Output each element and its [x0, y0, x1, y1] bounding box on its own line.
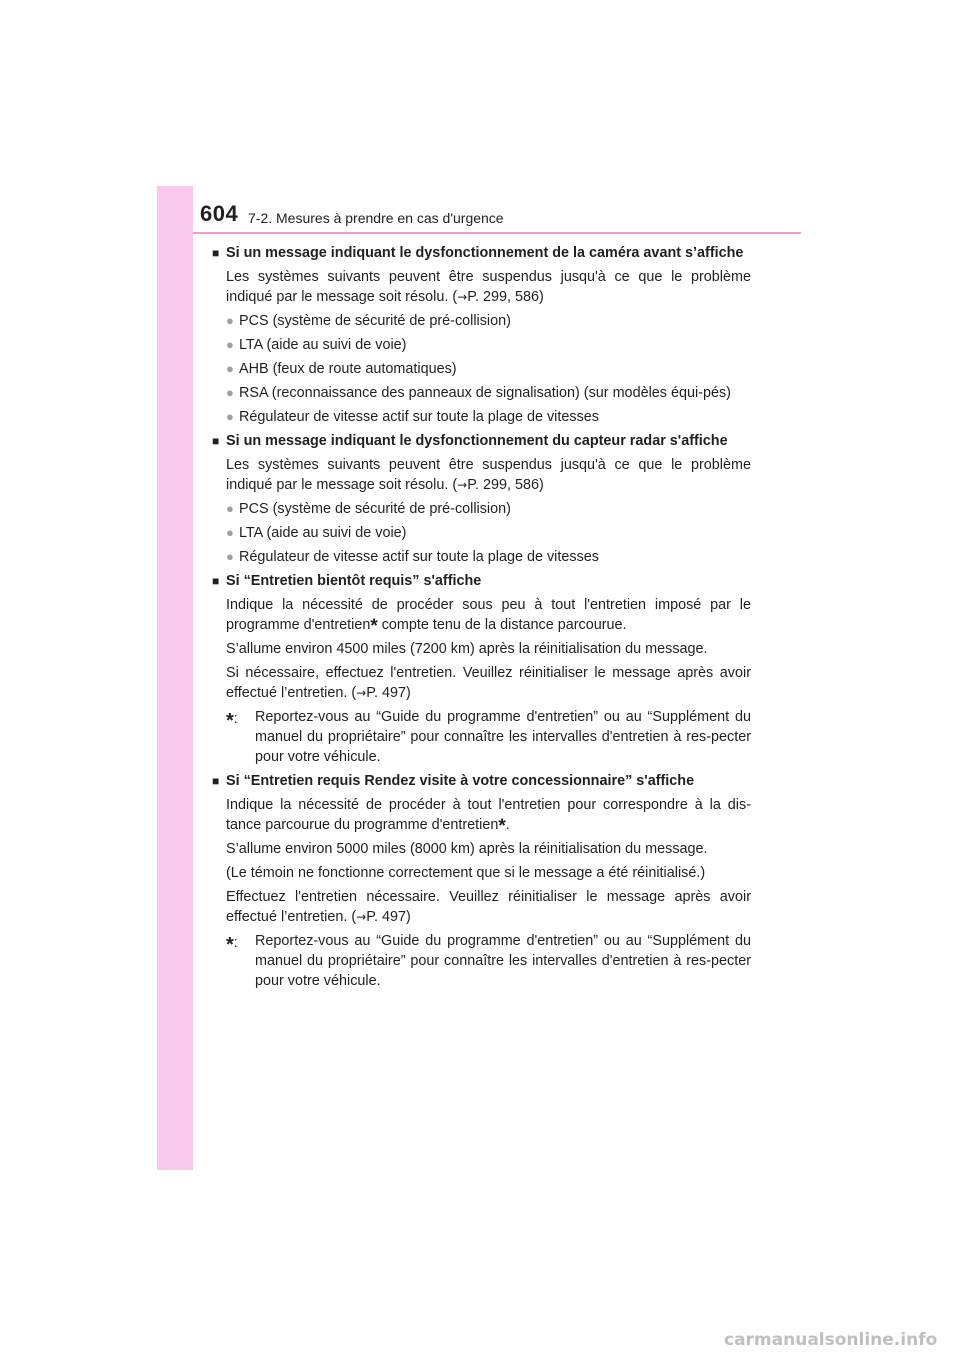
footnote-marker: *	[226, 934, 234, 956]
watermark: carmanualsonline.info	[724, 1330, 938, 1350]
arrow-icon: →	[457, 290, 468, 304]
paragraph: Les systèmes suivants peuvent être suspendus jusqu'à ce que le problème indiqué par le message soit résolu. (→P. 299, 586)	[226, 269, 751, 305]
bullet-icon: ●	[226, 361, 234, 376]
page-number: 604	[200, 201, 239, 226]
arrow-icon: →	[457, 478, 468, 492]
footnote-marker: *	[498, 816, 506, 837]
bullet-icon: ●	[226, 337, 234, 352]
paragraph: Indique la nécessité de procéder à tout l'entretien pour correspondre à la dis-tance parcourue du programme d'entretien*.	[226, 797, 751, 837]
paragraph: Effectuez l'entretien nécessaire. Veuillez réinitialiser le message après avoir effectué l’entretien. (→P. 497)	[226, 889, 751, 925]
bullet-icon: ●	[226, 409, 234, 424]
arrow-icon: →	[356, 686, 367, 700]
list-item: ● Régulateur de vitesse actif sur toute la plage de vitesses	[226, 549, 599, 565]
footnote-marker: *	[370, 616, 378, 637]
square-marker-icon: ■	[212, 574, 220, 588]
bullet-icon: ●	[226, 385, 234, 400]
square-marker-icon: ■	[212, 246, 220, 260]
paragraph: S’allume environ 5000 miles (8000 km) après la réinitialisation du message.	[226, 841, 708, 857]
square-marker-icon: ■	[212, 774, 220, 788]
bullet-icon: ●	[226, 525, 234, 540]
page-body	[212, 243, 751, 991]
list-item: ● LTA (aide au suivi de voie)	[226, 525, 407, 541]
list-item: ● AHB (feux de route automatiques)	[226, 361, 457, 377]
footnote: *: Reportez-vous au “Guide du programme d'entretien” ou au “Supplément du manuel du propriétaire” pour connaître les intervalles d'entretien à res-pecter pour votre véhicule.	[226, 933, 751, 989]
section-heading: ■ Si un message indiquant le dysfonctionnement du capteur radar s'affiche	[212, 433, 728, 449]
bullet-icon: ●	[226, 313, 234, 328]
list-item: ● LTA (aide au suivi de voie)	[226, 337, 407, 353]
paragraph: (Le témoin ne fonctionne correctement que si le message a été réinitialisé.)	[226, 865, 706, 881]
paragraph: S’allume environ 4500 miles (7200 km) après la réinitialisation du message.	[226, 641, 708, 657]
section-heading: ■ Si “Entretien requis Rendez visite à votre concessionnaire” s'affiche	[212, 773, 695, 789]
paragraph: Si nécessaire, effectuez l'entretien. Veuillez réinitialiser le message après avoir effectué l’entretien. (→P. 497)	[226, 665, 751, 701]
list-item: ● PCS (système de sécurité de pré-collision)	[226, 313, 511, 329]
chapter-sidebar-tab	[157, 186, 193, 1170]
list-item: ● RSA (reconnaissance des panneaux de signalisation) (sur modèles équi-pés)	[226, 385, 731, 401]
paragraph: Indique la nécessité de procéder sous peu à tout l'entretien imposé par le programme d'entretien* compte tenu de la distance parcourue.	[226, 597, 751, 637]
list-item: ● Régulateur de vitesse actif sur toute la plage de vitesses	[226, 409, 599, 425]
section-heading: ■ Si “Entretien bientôt requis” s'affiche	[212, 573, 482, 589]
footnote-marker: *	[226, 710, 234, 732]
section-title: 7-2. Mesures à prendre en cas d'urgence	[248, 210, 504, 226]
section-heading: ■ Si un message indiquant le dysfonctionnement de la caméra avant s’affiche	[212, 245, 744, 261]
footnote: *: Reportez-vous au “Guide du programme d'entretien” ou au “Supplément du manuel du propriétaire” pour connaître les intervalles d'entretien à res-pecter pour votre véhicule.	[226, 709, 751, 765]
arrow-icon: →	[356, 910, 367, 924]
header-divider	[193, 232, 801, 234]
paragraph: Les systèmes suivants peuvent être suspendus jusqu'à ce que le problème indiqué par le message soit résolu. (→P. 299, 586)	[226, 457, 751, 493]
square-marker-icon: ■	[212, 434, 220, 448]
list-item: ● PCS (système de sécurité de pré-collision)	[226, 501, 511, 517]
bullet-icon: ●	[226, 501, 234, 516]
bullet-icon: ●	[226, 549, 234, 564]
